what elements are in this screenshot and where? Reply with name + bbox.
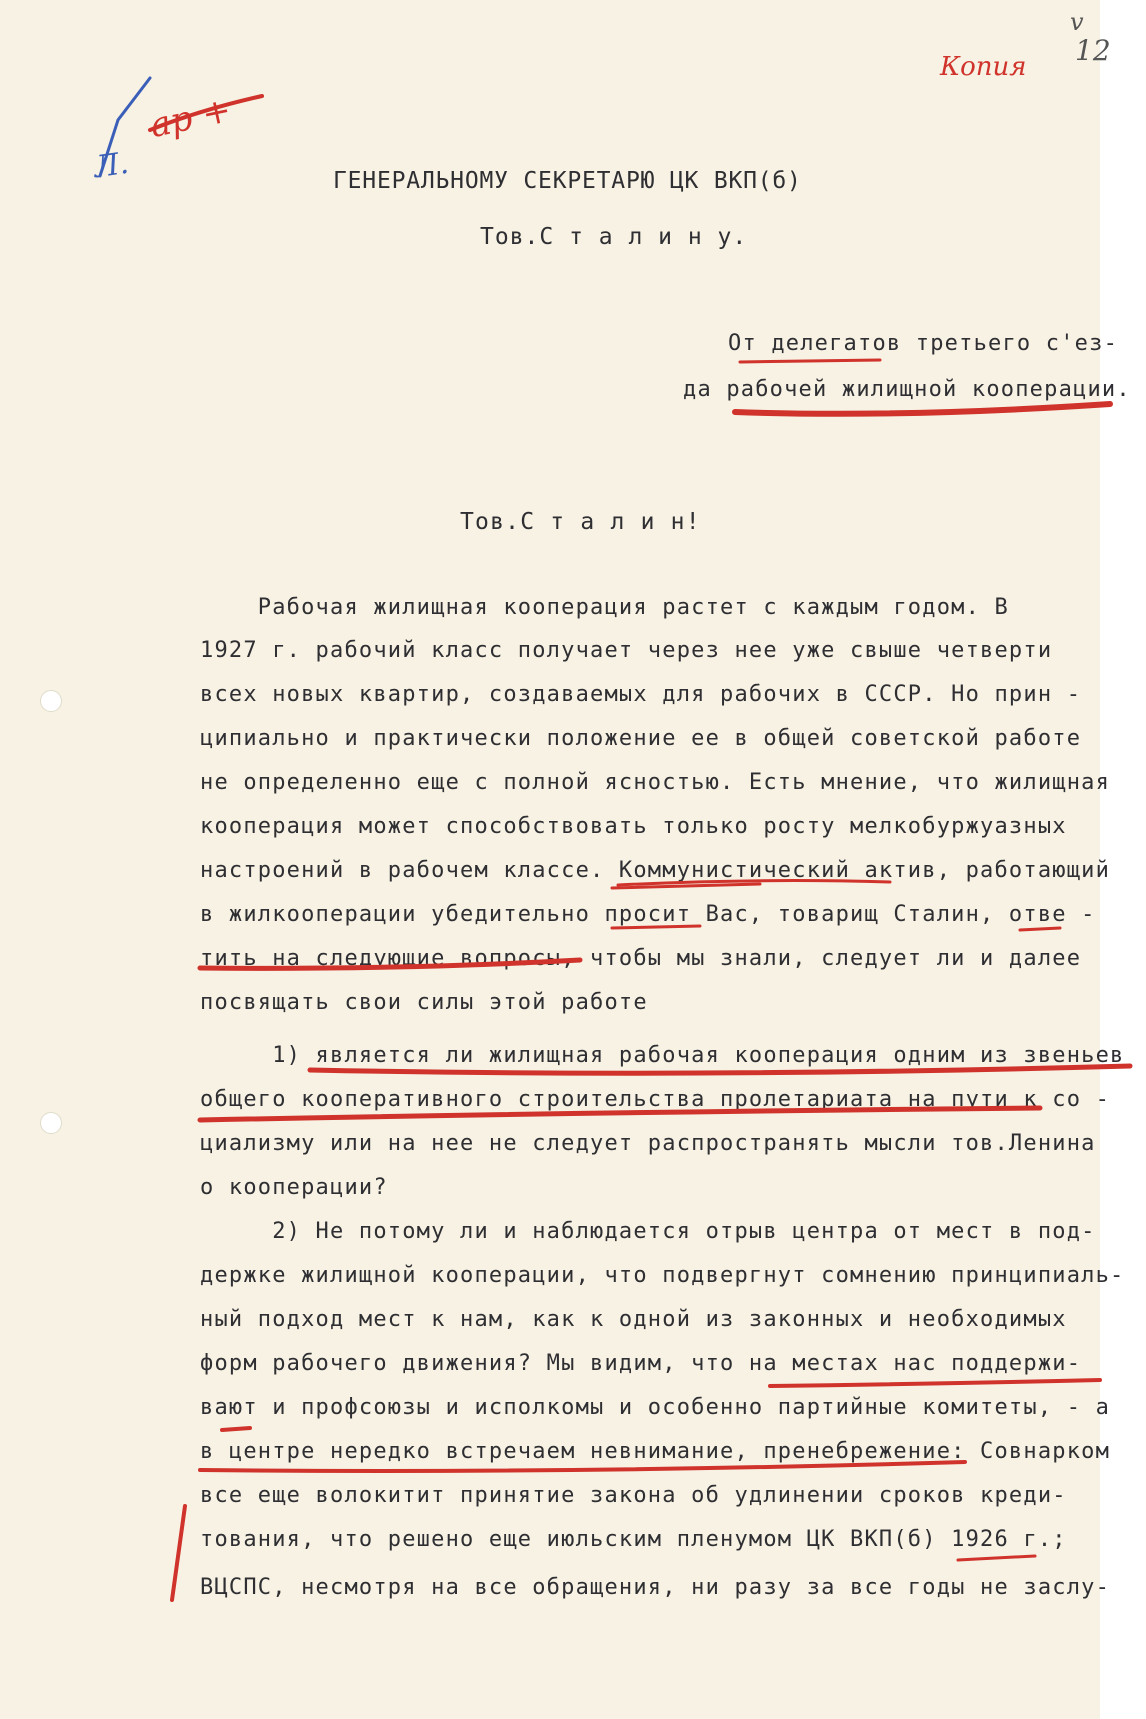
body-line: ВЦСПС, несмотря на все обращения, ни разу за все годы не заслу- — [200, 1575, 1111, 1600]
body-line: все еще волокитит принятие закона об удлинении сроков креди- — [200, 1483, 1067, 1508]
body-line: 1927 г. рабочий класс получает через нее уже свыше четверти — [200, 638, 1053, 663]
margin-side-line — [172, 1506, 185, 1600]
margin-note: ар + — [146, 89, 235, 147]
body-line: ный подход мест к нам, как к одной из законных и необходимых — [200, 1307, 1067, 1332]
underline-housing-coop — [735, 404, 1110, 414]
margin-initial: Л. — [91, 145, 131, 186]
addressee-line-2: Тов.С т а л и н у. — [480, 224, 748, 250]
sender-line-1: От делегатов третьего с'ез- — [728, 331, 1119, 356]
underline-answer — [1020, 928, 1060, 930]
underline-center — [200, 1462, 965, 1471]
underline-questions — [200, 960, 580, 968]
underline-delegates — [740, 360, 880, 362]
body-line: 2) Не потому ли и наблюдается отрыв центра от мест в под- — [200, 1219, 1096, 1244]
addressee-line-1: ГЕНЕРАЛЬНОМУ СЕКРЕТАРЮ ЦК ВКП(б) — [333, 168, 802, 194]
body-line: не определенно еще с полной ясностью. Есть мнение, что жилищная — [200, 770, 1111, 795]
body-line: циализму или на нее не следует распространять мысли тов.Ленина — [200, 1131, 1096, 1156]
body-line: общего кооперативного строительства пролетариата на пути к со - — [200, 1087, 1111, 1112]
body-line: посвящать свои силы этой работе — [200, 990, 648, 1015]
body-line: в жилкооперации убедительно просит Вас, товарищ Сталин, отве - — [200, 902, 1096, 927]
copy-annotation: Копия — [940, 52, 1027, 82]
underline-support-cont — [222, 1428, 250, 1430]
page-number: 12 — [1075, 34, 1111, 67]
body-line: тования, что решено еще июльским пленумом ЦК ВКП(б) 1926 г.; — [200, 1527, 1067, 1552]
body-line: форм рабочего движения? Мы видим, что на местах нас поддержи- — [200, 1351, 1082, 1376]
underline-asks — [612, 926, 700, 928]
underline-1926 — [958, 1556, 1035, 1560]
body-line: 1) является ли жилищная рабочая кооперация одним из звеньев — [200, 1043, 1125, 1068]
body-line: в центре нередко встречаем невнимание, пренебрежение: Совнарком — [200, 1439, 1111, 1464]
margin-check-stroke — [150, 96, 262, 130]
body-line: ципиально и практически положение ее в общей советской работе — [200, 726, 1082, 751]
body-line: настроений в рабочем классе. Коммунистический актив, работающий — [200, 858, 1111, 883]
underline-q1-line2 — [200, 1108, 1040, 1120]
sender-line-2: да рабочей жилищной кооперации. — [683, 377, 1131, 402]
body-line: всех новых квартир, создаваемых для рабочих в СССР. Но прин - — [200, 682, 1082, 707]
underline-local-support — [770, 1380, 1100, 1386]
body-line: тить на следующие вопросы, чтобы мы знали, следует ли и далее — [200, 946, 1082, 971]
body-line: о кооперации? — [200, 1175, 388, 1200]
body-line: вают и профсоюзы и исполкомы и особенно партийные комитеты, - а — [200, 1395, 1111, 1420]
body-line: кооперация может способствовать только росту мелкобуржуазных — [200, 814, 1067, 839]
body-line: держке жилищной кооперации, что подвергнут сомнению принципиаль- — [200, 1263, 1125, 1288]
blue-check-stroke — [100, 78, 150, 176]
check-annotation: v — [1070, 8, 1084, 36]
body-line: Рабочая жилищная кооперация растет с каждым годом. В — [200, 595, 1009, 620]
greeting: Тов.С т а л и н! — [460, 509, 701, 535]
underline-q1-line1 — [310, 1066, 1130, 1073]
